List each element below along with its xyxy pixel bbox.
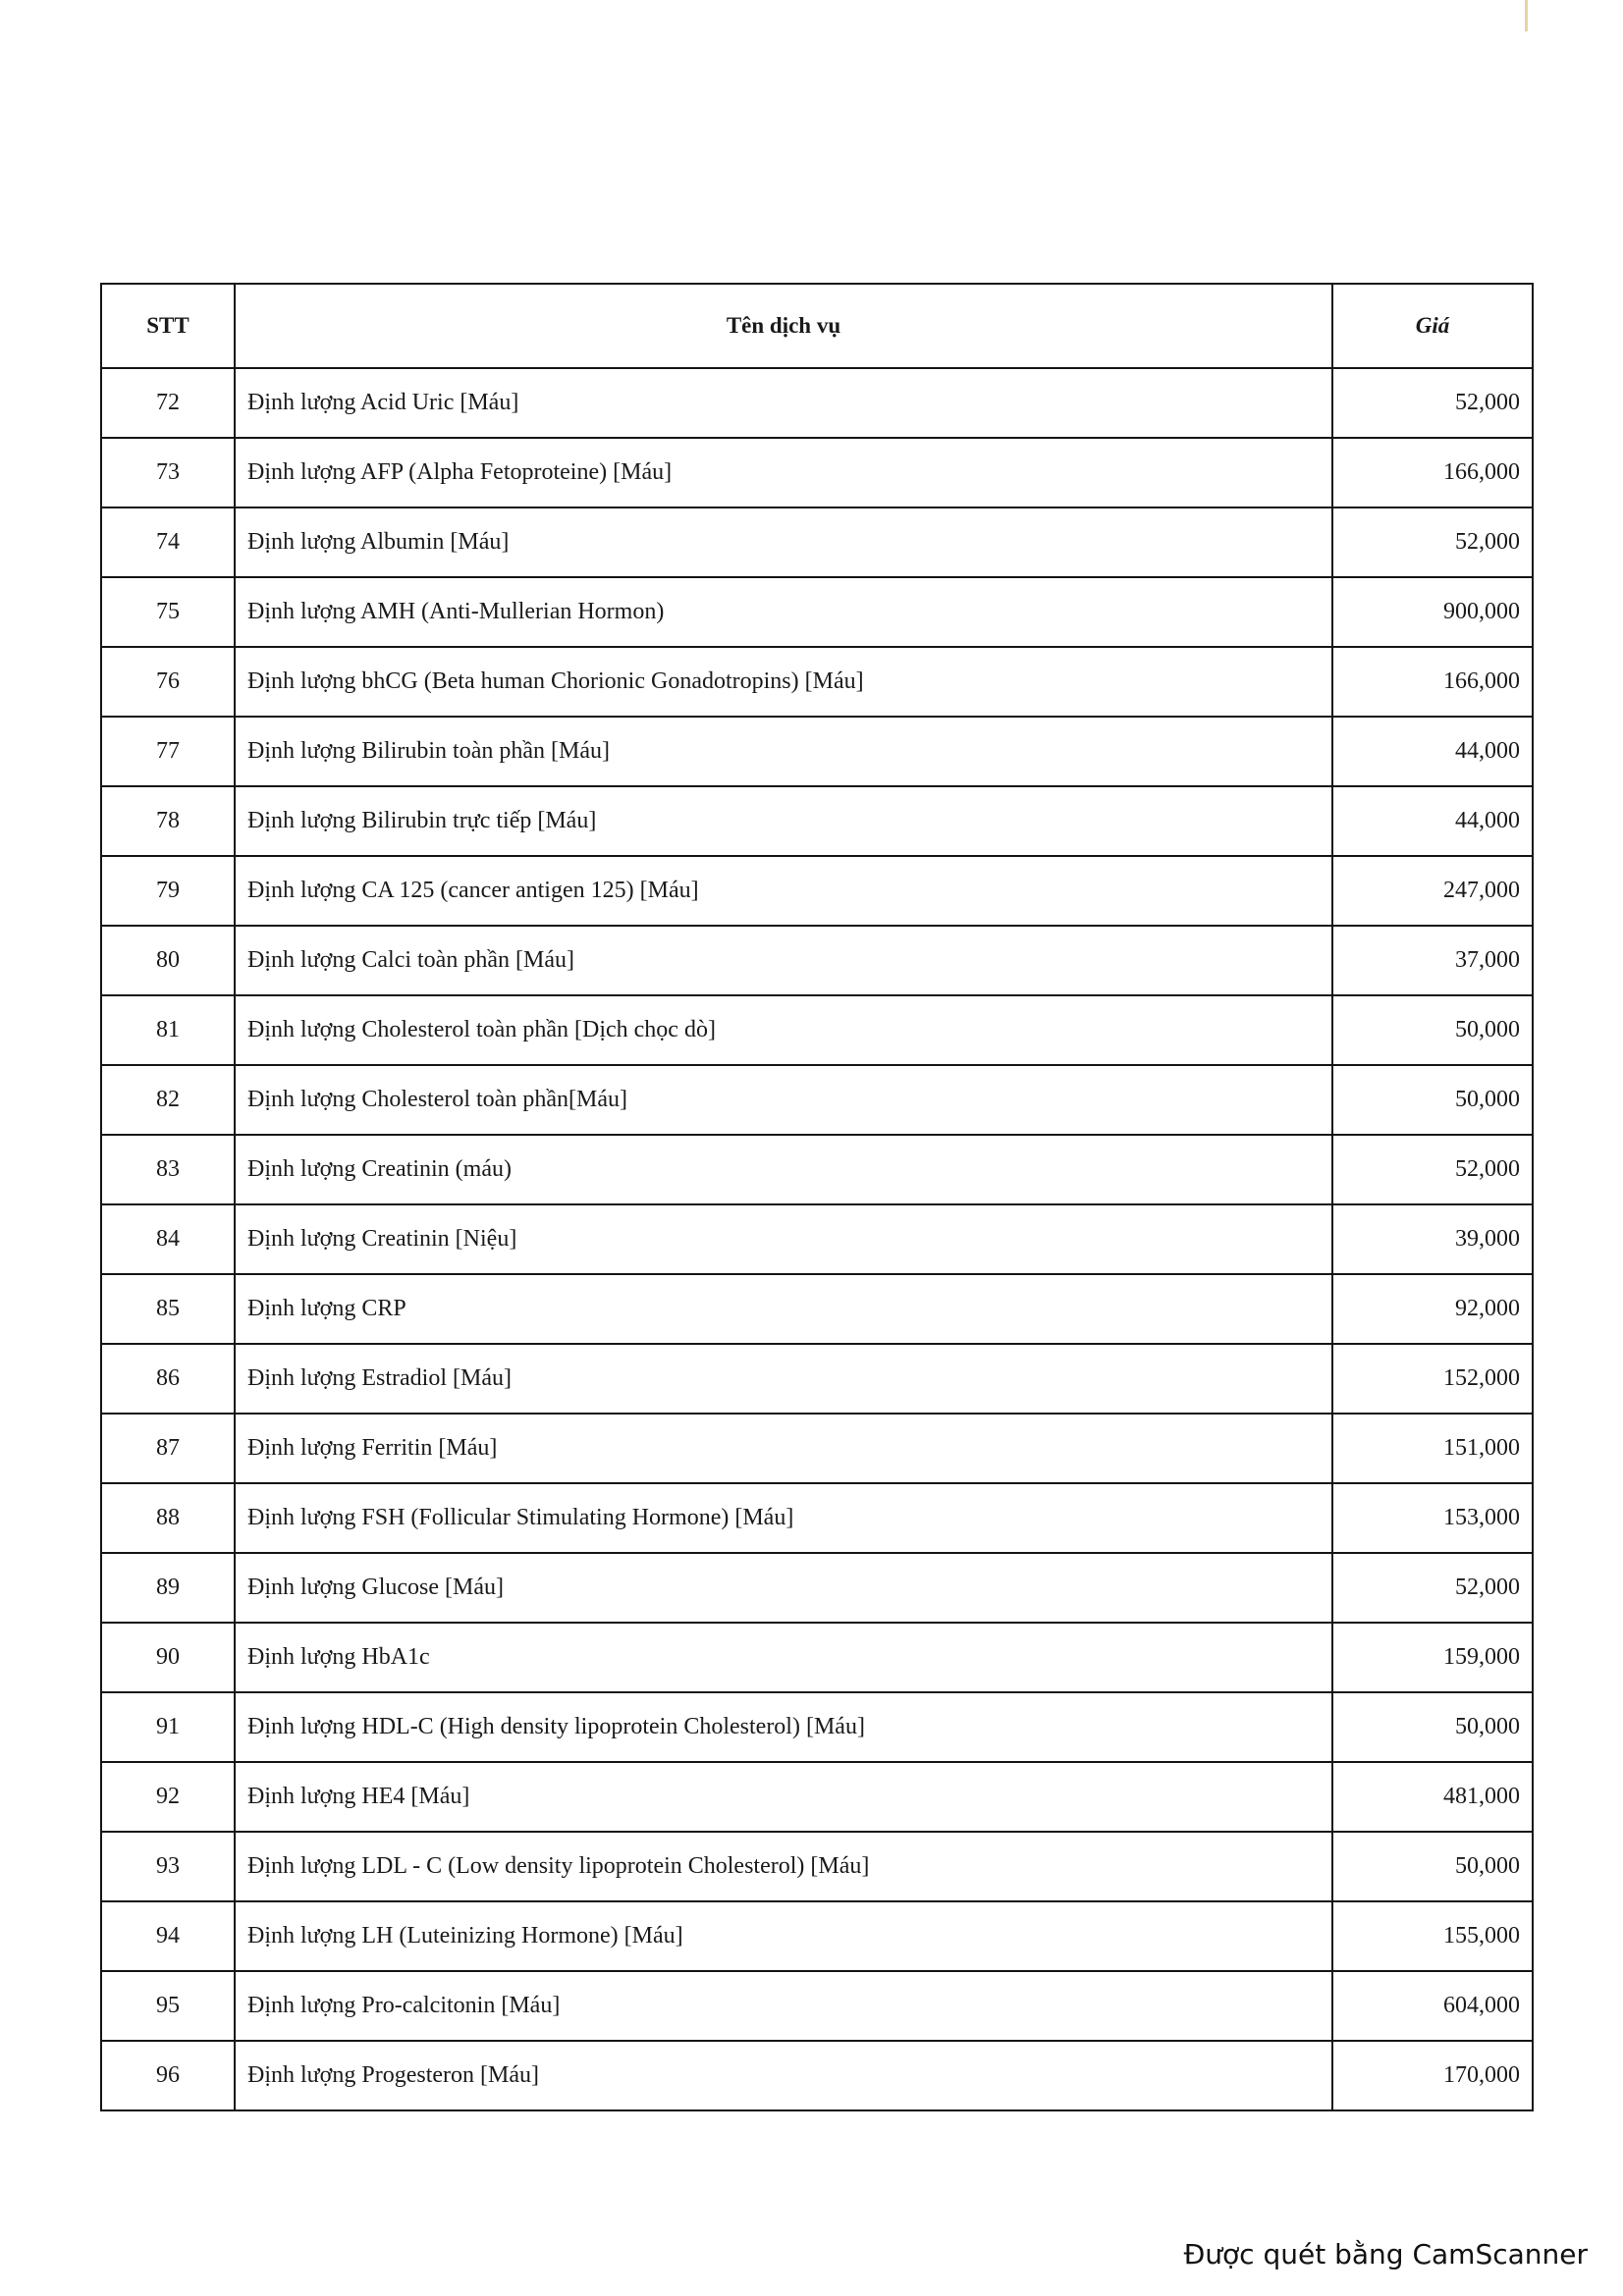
- table-row: [101, 2041, 1533, 2110]
- row-price: 604,000: [1332, 1971, 1533, 2041]
- row-stt: 96: [101, 2041, 235, 2110]
- row-service-name: Định lượng Acid Uric [Máu]: [235, 368, 1332, 438]
- row-stt: 89: [101, 1553, 235, 1623]
- row-service-name: Định lượng Progesteron [Máu]: [235, 2041, 1332, 2110]
- table-row: [101, 717, 1533, 786]
- row-stt: 73: [101, 438, 235, 507]
- row-service-name: Định lượng Creatinin (máu): [235, 1135, 1332, 1204]
- row-stt: 85: [101, 1274, 235, 1344]
- table-body: [101, 368, 1533, 2110]
- row-price: 52,000: [1332, 1135, 1533, 1204]
- row-service-name: Định lượng CRP: [235, 1274, 1332, 1344]
- service-price-table: [100, 283, 1534, 2111]
- row-stt: 72: [101, 368, 235, 438]
- row-stt: 93: [101, 1832, 235, 1901]
- table-row: [101, 1553, 1533, 1623]
- camscanner-watermark: Được quét bằng CamScanner: [1183, 2238, 1588, 2270]
- row-price: 155,000: [1332, 1901, 1533, 1971]
- table-row: [101, 1692, 1533, 1762]
- table-row: [101, 1414, 1533, 1483]
- row-price: 52,000: [1332, 368, 1533, 438]
- row-service-name: Định lượng Creatinin [Niệu]: [235, 1204, 1332, 1274]
- table-row: [101, 1623, 1533, 1692]
- row-price: 44,000: [1332, 786, 1533, 856]
- row-price: 50,000: [1332, 995, 1533, 1065]
- row-service-name: Định lượng Calci toàn phần [Máu]: [235, 926, 1332, 995]
- table-row: [101, 1762, 1533, 1832]
- row-price: 152,000: [1332, 1344, 1533, 1414]
- row-price: 170,000: [1332, 2041, 1533, 2110]
- row-stt: 86: [101, 1344, 235, 1414]
- row-stt: 88: [101, 1483, 235, 1553]
- row-stt: 92: [101, 1762, 235, 1832]
- row-price: 900,000: [1332, 577, 1533, 647]
- row-price: 166,000: [1332, 438, 1533, 507]
- row-stt: 77: [101, 717, 235, 786]
- table-row: [101, 1065, 1533, 1135]
- row-service-name: Định lượng bhCG (Beta human Chorionic Gonadotropins) [Máu]: [235, 647, 1332, 717]
- table-row: [101, 1901, 1533, 1971]
- table-row: [101, 368, 1533, 438]
- row-stt: 79: [101, 856, 235, 926]
- table-row: [101, 577, 1533, 647]
- row-service-name: Định lượng HE4 [Máu]: [235, 1762, 1332, 1832]
- row-stt: 74: [101, 507, 235, 577]
- table-row: [101, 1204, 1533, 1274]
- row-stt: 78: [101, 786, 235, 856]
- row-service-name: Định lượng LH (Luteinizing Hormone) [Máu]: [235, 1901, 1332, 1971]
- header-price: Giá: [1332, 284, 1533, 368]
- row-stt: 83: [101, 1135, 235, 1204]
- row-service-name: Định lượng Cholesterol toàn phần[Máu]: [235, 1065, 1332, 1135]
- row-price: 52,000: [1332, 1553, 1533, 1623]
- table-row: [101, 1971, 1533, 2041]
- row-service-name: Định lượng Estradiol [Máu]: [235, 1344, 1332, 1414]
- row-stt: 95: [101, 1971, 235, 2041]
- scan-artifact-mark: [1525, 0, 1528, 31]
- row-price: 151,000: [1332, 1414, 1533, 1483]
- row-price: 153,000: [1332, 1483, 1533, 1553]
- row-stt: 81: [101, 995, 235, 1065]
- row-stt: 76: [101, 647, 235, 717]
- table-row: [101, 1483, 1533, 1553]
- table-row: [101, 507, 1533, 577]
- table-row: [101, 438, 1533, 507]
- row-service-name: Định lượng AFP (Alpha Fetoproteine) [Máu]: [235, 438, 1332, 507]
- row-stt: 91: [101, 1692, 235, 1762]
- row-service-name: Định lượng Glucose [Máu]: [235, 1553, 1332, 1623]
- row-stt: 94: [101, 1901, 235, 1971]
- table-row: [101, 995, 1533, 1065]
- row-price: 39,000: [1332, 1204, 1533, 1274]
- row-stt: 75: [101, 577, 235, 647]
- row-stt: 90: [101, 1623, 235, 1692]
- row-price: 50,000: [1332, 1065, 1533, 1135]
- row-price: 247,000: [1332, 856, 1533, 926]
- row-price: 37,000: [1332, 926, 1533, 995]
- table-row: [101, 1274, 1533, 1344]
- row-price: 92,000: [1332, 1274, 1533, 1344]
- table-row: [101, 647, 1533, 717]
- table-row: [101, 786, 1533, 856]
- row-stt: 80: [101, 926, 235, 995]
- row-service-name: Định lượng Bilirubin trực tiếp [Máu]: [235, 786, 1332, 856]
- row-price: 166,000: [1332, 647, 1533, 717]
- row-price: 50,000: [1332, 1692, 1533, 1762]
- row-service-name: Định lượng HDL-C (High density lipoprotein Cholesterol) [Máu]: [235, 1692, 1332, 1762]
- row-service-name: Định lượng Bilirubin toàn phần [Máu]: [235, 717, 1332, 786]
- row-price: 481,000: [1332, 1762, 1533, 1832]
- row-price: 44,000: [1332, 717, 1533, 786]
- row-service-name: Định lượng Cholesterol toàn phần [Dịch chọc dò]: [235, 995, 1332, 1065]
- row-stt: 82: [101, 1065, 235, 1135]
- row-service-name: Định lượng LDL - C (Low density lipoprotein Cholesterol) [Máu]: [235, 1832, 1332, 1901]
- table-row: [101, 856, 1533, 926]
- table-row: [101, 1344, 1533, 1414]
- row-service-name: Định lượng CA 125 (cancer antigen 125) [Máu]: [235, 856, 1332, 926]
- table-row: [101, 1832, 1533, 1901]
- table-header-row: [101, 284, 1533, 368]
- header-service-name: Tên dịch vụ: [235, 284, 1332, 368]
- row-price: 52,000: [1332, 507, 1533, 577]
- row-service-name: Định lượng Albumin [Máu]: [235, 507, 1332, 577]
- row-service-name: Định lượng Ferritin [Máu]: [235, 1414, 1332, 1483]
- table-row: [101, 1135, 1533, 1204]
- header-stt: STT: [101, 284, 235, 368]
- row-service-name: Định lượng AMH (Anti-Mullerian Hormon): [235, 577, 1332, 647]
- table-row: [101, 926, 1533, 995]
- row-stt: 87: [101, 1414, 235, 1483]
- row-stt: 84: [101, 1204, 235, 1274]
- row-service-name: Định lượng HbA1c: [235, 1623, 1332, 1692]
- row-service-name: Định lượng Pro-calcitonin [Máu]: [235, 1971, 1332, 2041]
- row-service-name: Định lượng FSH (Follicular Stimulating Hormone) [Máu]: [235, 1483, 1332, 1553]
- row-price: 159,000: [1332, 1623, 1533, 1692]
- row-price: 50,000: [1332, 1832, 1533, 1901]
